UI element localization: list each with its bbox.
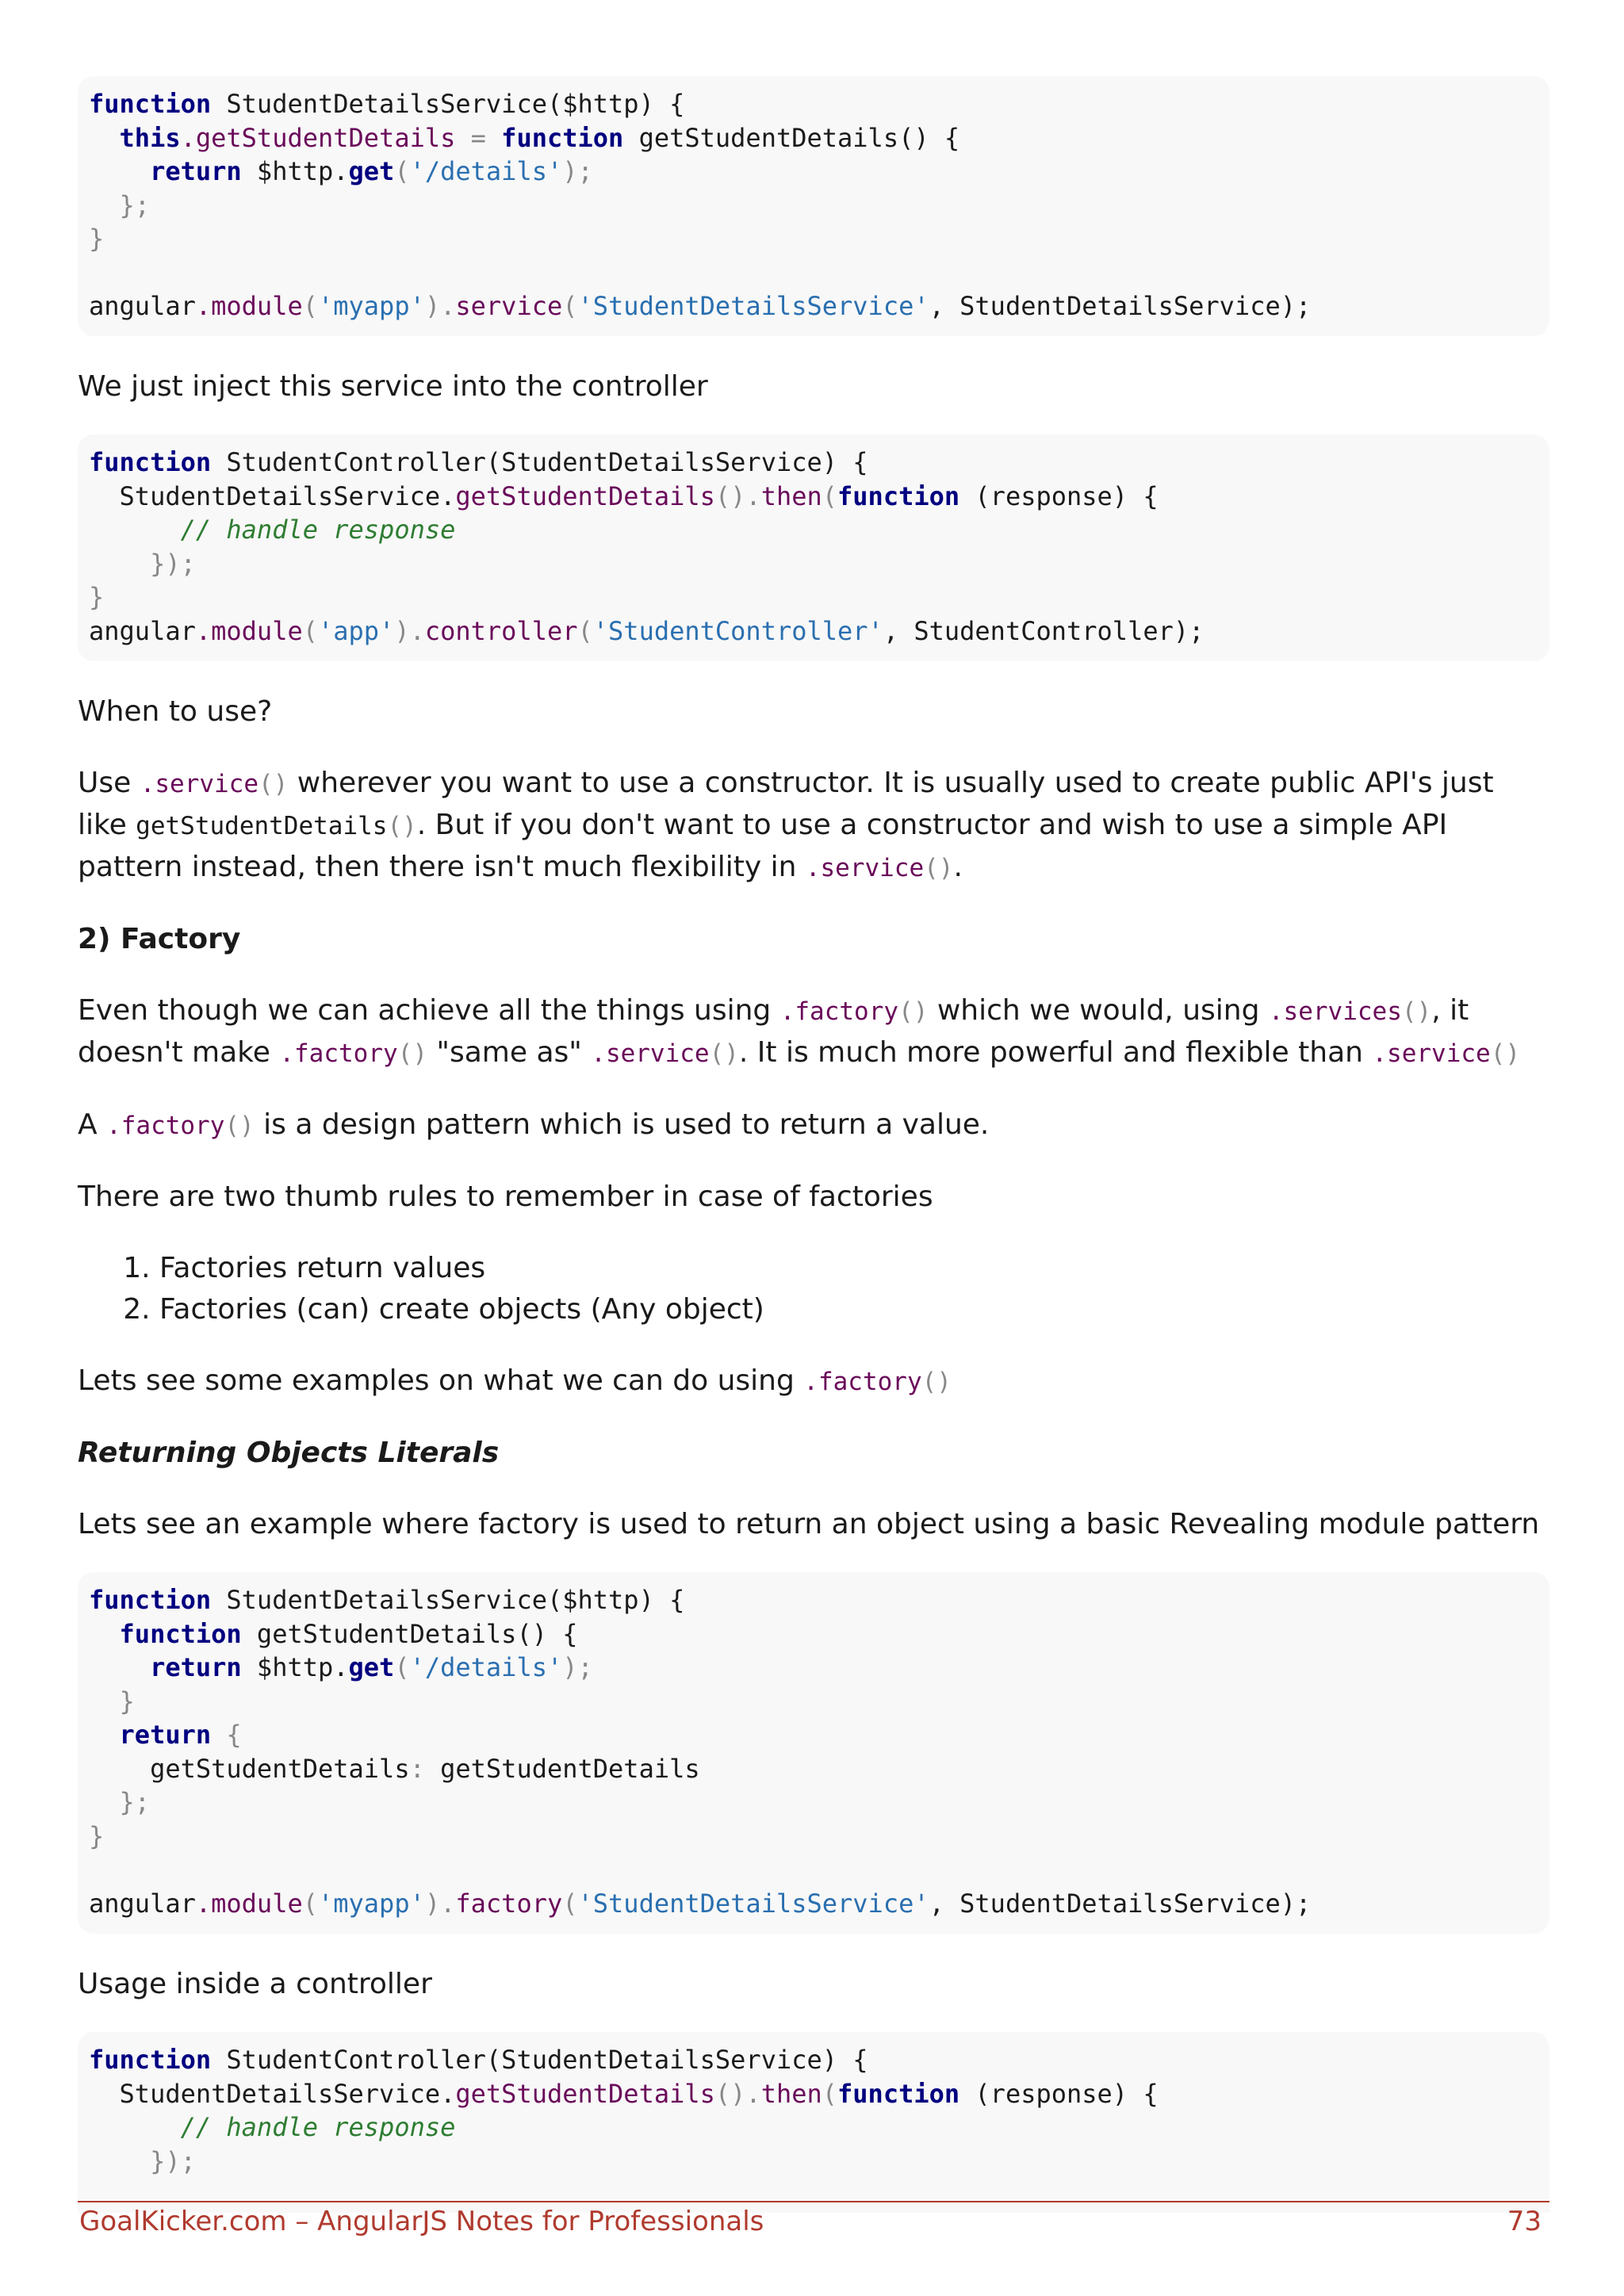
code-block-controller (78, 434, 1549, 661)
code-block-service (78, 76, 1549, 336)
code-line: }); (150, 2145, 196, 2176)
code-line: StudentDetailsService.getStudentDetails().then(function (response) { (119, 2078, 1159, 2109)
list-item: 1. Factories return values (159, 1248, 1549, 1289)
code-line: function getStudentDetails() { (119, 1618, 578, 1649)
paragraph-usage: Usage inside a controller (78, 1968, 432, 2000)
heading-factory: 2) Factory (78, 923, 241, 955)
code-line: function StudentController(StudentDetailsService) { (89, 447, 868, 477)
code-line: return { (119, 1720, 242, 1750)
code-line: getStudentDetails: getStudentDetails (150, 1753, 700, 1784)
code-line: this.getStudentDetails = function getStudentDetails() { (119, 122, 960, 153)
code-line: angular.module('app').controller('StudentController', StudentController); (89, 615, 1205, 646)
code-line: function StudentController(StudentDetailsService) { (89, 2045, 868, 2075)
code-line: } (89, 582, 105, 612)
paragraph-example: Lets see an example where factory is used to return an object using a basic Revealing module pattern (78, 1508, 1540, 1540)
code-line: return $http.get('/details'); (150, 1652, 593, 1682)
paragraph-a-factory: A .factory() is a design pattern which is used to return a value. (78, 1108, 990, 1141)
code-block-factory (78, 1572, 1549, 1934)
code-line: // handle response (180, 515, 456, 545)
code-line: // handle response (180, 2112, 456, 2142)
paragraph-use: Use .service() wherever you want to use a constructor. It is usually used to create public API's just like getStudentDetails(). But if you don't want to use a constructor and wish to use a simple API pattern instead, then there isn't much flexibility in .service(). (78, 767, 1494, 883)
code-block-controller-usage (78, 2032, 1549, 2213)
page-number: 73 (1507, 2206, 1542, 2237)
footer-divider (78, 2201, 1549, 2202)
page-content (78, 76, 1549, 2213)
code-line: }; (119, 1787, 151, 1817)
paragraph-when: When to use? (78, 695, 273, 728)
code-line: angular.module('myapp').service('StudentDetailsService', StudentDetailsService); (89, 291, 1312, 321)
code-line: function StudentDetailsService($http) { (89, 1585, 685, 1615)
code-line: StudentDetailsService.getStudentDetails().then(function (response) { (119, 480, 1159, 511)
code-line: } (89, 1820, 105, 1851)
code-line: }; (119, 189, 151, 220)
code-line: angular.module('myapp').factory('StudentDetailsService', StudentDetailsService); (89, 1888, 1312, 1919)
code-line: return $http.get('/details'); (150, 156, 593, 186)
list-item: 2. Factories (can) create objects (Any object) (159, 1289, 1549, 1330)
code-line: function StudentDetailsService($http) { (89, 89, 685, 119)
paragraph-lets-see: Lets see some examples on what we can do using .factory() (78, 1364, 952, 1397)
heading-returning-objects: Returning Objects Literals (78, 1437, 500, 1469)
paragraph-inject: We just inject this service into the controller (78, 370, 708, 403)
code-line: } (89, 224, 105, 254)
paragraph-even-though: Even though we can achieve all the things using .factory() which we would, using .services(), it doesn't make .factory() "same as" .service(). It is much more powerful and flexible than .service() (78, 994, 1521, 1069)
paragraph-two-rules: There are two thumb rules to remember in case of factories (78, 1181, 933, 1213)
rules-list (78, 1248, 1549, 1330)
footer-source: GoalKicker.com – AngularJS Notes for Professionals (79, 2206, 764, 2237)
code-line: } (119, 1686, 135, 1716)
code-line: }); (150, 548, 196, 579)
